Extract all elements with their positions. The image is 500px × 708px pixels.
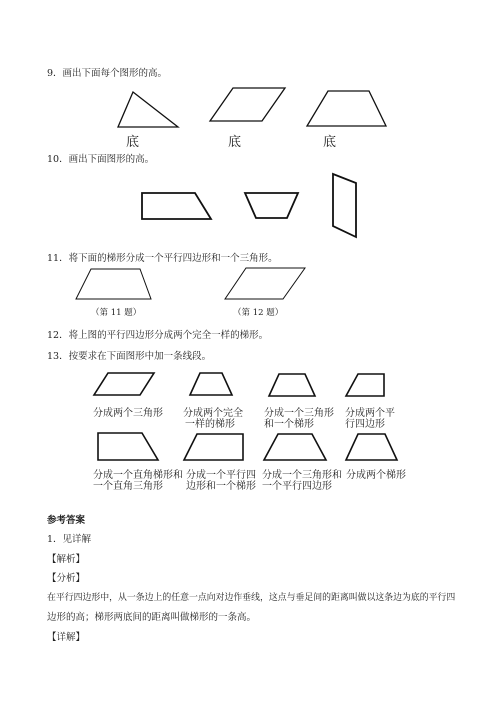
q13-label-2a: 分成两个完全	[183, 408, 243, 419]
answers-title: 参考答案	[47, 515, 86, 526]
q13-label-4a: 分成两个平	[345, 408, 395, 419]
answer-line-1: 在平行四边形中，从一条边上的任意一点向对边作垂线，这点与垂足间的距离叫做以这条边为底的平行四	[47, 593, 456, 603]
answer-xiangjie: 【详解】	[47, 632, 86, 643]
q13-text: 13．按要求在下面图形中加一条线段。	[47, 351, 212, 362]
q13-label-1a: 分成两个三角形	[93, 408, 163, 419]
q13-label-3b: 和一个梯形	[264, 419, 314, 430]
q11-text: 11．将下面的梯形分成一个平行四边形和一个三角形。	[47, 253, 278, 264]
q13-label-2b: 一样的梯形	[185, 419, 235, 430]
q9-text: 9．画出下面每个图形的高。	[47, 68, 168, 79]
answer-fenxi: 【分析】	[47, 573, 86, 584]
q9-base-label-3: 底	[323, 135, 337, 150]
q13-shape-7[interactable]	[264, 434, 326, 460]
q9-base-label-1: 底	[126, 135, 140, 150]
q12-text: 12．将上图的平行四边形分成两个完全一样的梯形。	[47, 330, 269, 341]
answer-line-2: 边形的高；梯形两底间的距离叫做梯形的一条高。	[47, 612, 257, 623]
q13-label-7b: 一个平行四边形	[262, 481, 332, 492]
answer-1: 1．见详解	[47, 534, 92, 545]
answer-jiexi: 【解析】	[47, 554, 86, 565]
q13-shape-3[interactable]	[269, 374, 315, 396]
q13-label-5b: 一个直角三角形	[93, 481, 163, 492]
q13-label-6b: 边形和一个梯形	[186, 481, 256, 492]
q11-caption: （第 11 题）	[91, 308, 142, 318]
q12-parallelogram[interactable]	[225, 268, 305, 299]
q13-shape-2[interactable]	[190, 373, 232, 395]
q13-label-6a: 分成一个平行四	[186, 470, 256, 481]
q13-shape-5[interactable]	[98, 433, 158, 460]
q11-trapezoid[interactable]	[76, 269, 151, 299]
q9-triangle[interactable]	[118, 92, 178, 127]
q13-label-3a: 分成一个三角形	[264, 408, 334, 419]
q13-shape-8[interactable]	[346, 434, 397, 460]
q13-label-7a: 分成一个三角形和	[262, 470, 342, 481]
q9-trapezoid[interactable]	[307, 91, 386, 126]
q10-trapezoid[interactable]	[245, 193, 298, 218]
q13-shape-1[interactable]	[94, 373, 154, 395]
q13-label-4b: 行四边形	[345, 419, 385, 430]
q12-caption: （第 12 题）	[233, 308, 284, 318]
q10-parallelogram[interactable]	[333, 174, 356, 237]
q10-text: 10．画出下面图形的高。	[47, 154, 155, 165]
q13-shape-6[interactable]	[184, 434, 243, 460]
q9-base-label-2: 底	[228, 135, 242, 150]
q10-right-trapezoid[interactable]	[142, 193, 211, 219]
q13-shape-4[interactable]	[346, 374, 384, 396]
q13-label-8a: 分成两个梯形	[346, 470, 406, 481]
q13-label-5a: 分成一个直角梯形和	[93, 470, 183, 481]
q9-parallelogram[interactable]	[210, 88, 285, 121]
